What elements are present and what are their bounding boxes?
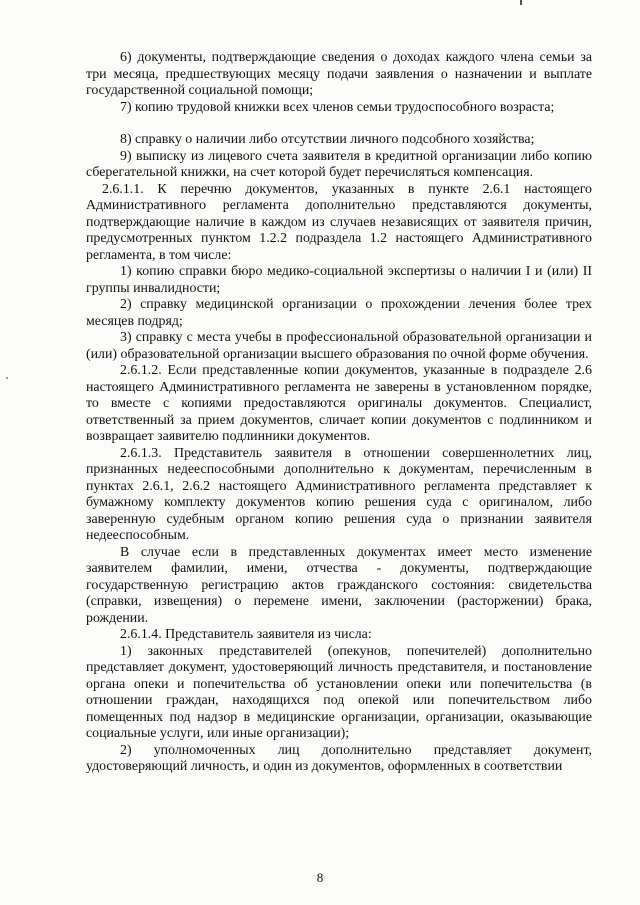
paragraph-2-6-1-3: 2.6.1.3. Представитель заявителя в отношении совершеннолетних лиц, признанных недееспособными дополнительно к документам, перечисленным в пунктах 2.6.1, 2.6.2 настоящего Административного регламента представляет к бумажному комплекту документов копию решения суда с оригиналом, либо заверенную судебным органом копию решения суда о признании заявителя недееспособным. bbox=[86, 445, 592, 543]
paragraph-name-change: В случае если в представленных документах имеет место изменение заявителем фамилии, имени, отчества - документы, подтверждающие государственную регистрацию актов гражданского состояния: свидетельства (справки, извещения) о перемене имени, заключении (расторжении) брака, рождении. bbox=[86, 544, 592, 626]
paragraph-2-6-1-4: 2.6.1.4. Представитель заявителя из числа: bbox=[120, 627, 372, 642]
paragraph-2-6-1-1: 2.6.1.1. К перечню документов, указанных в пункте 2.6.1 настоящего Административного регламента дополнительно представляются документы, подтверждающие наличие в каждом из случаев независящих от заявителя причин, предусмотренных пунктом 1.2.2 подраздела 1.2 настоящего Административного регламента, в том числе: bbox=[86, 181, 592, 263]
scan-speck bbox=[6, 377, 8, 379]
paragraph-2-6-1-2: 2.6.1.2. Если представленные копии документов, указанные в подразделе 2.6 настоящего Административного регламента не заверены в установленном порядке, то вместе с копиями предоставляются оригиналы документов. Специалист, ответственный за прием документов, сличает копии документов с подлинником и возвращает заявителю подлинники документов. bbox=[86, 363, 592, 444]
paragraph-item-7: 7) копию трудовой книжки всех членов семьи трудоспособного возраста; bbox=[120, 99, 555, 115]
paragraph-sub-2: 2) справку медицинской организации о прохождении лечения более трех месяцев подряд; bbox=[86, 297, 592, 329]
paragraph-sub-3: 3) справку с места учебы в профессиональной образовательной организации и (или) образовательной организации высшего образования по очной форме обучения. bbox=[86, 330, 592, 362]
document-body bbox=[86, 50, 592, 776]
scan-edge-mark bbox=[520, 0, 522, 5]
paragraph-authorized-persons: 2) уполномоченных лиц дополнительно представляет документ, удостоверяющий личность, и один из документов, оформленных в соответствии bbox=[86, 742, 592, 774]
paragraph-legal-representatives: 1) законных представителей (опекунов, попечителей) дополнительно представляет документ, удостоверяющий личность представителя, и постановление органа опеки и попечительства об установлении опеки или попечительства (в отношении граждан, находящихся под опекой или попечительством либо помещенных под надзор в медицинские организации, организации, оказывающие социальные услуги, или иные организации); bbox=[86, 643, 592, 741]
paragraph-item-8: 8) справку о наличии либо отсутствии личного подсобного хозяйства; bbox=[120, 132, 535, 147]
paragraph-sub-1: 1) копию справки бюро медико-социальной экспертизы о наличии I и (или) II группы инвалидности; bbox=[86, 264, 592, 296]
paragraph-item-6: 6) документы, подтверждающие сведения о доходах каждого члена семьи за три месяца, предшествующих месяцу подачи заявления о назначении и выплате государственной социальной помощи; bbox=[86, 50, 592, 98]
page-number: 8 bbox=[316, 870, 324, 885]
paragraph-item-9: 9) выписку из лицевого счета заявителя в кредитной организации либо копию сберегательной книжки, на счет которой будет перечисляться компенсация. bbox=[86, 148, 592, 180]
